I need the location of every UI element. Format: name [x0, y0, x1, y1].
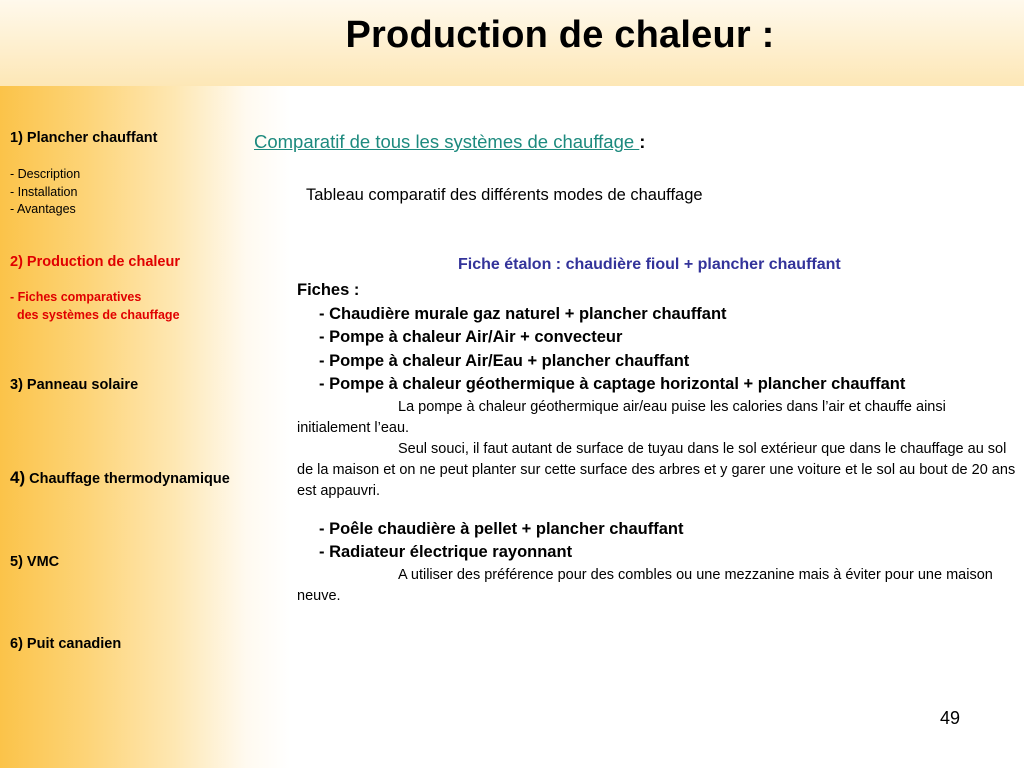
- tableau-subheading: Tableau comparatif des différents modes de chauffage: [306, 186, 703, 204]
- fiches-content: [297, 279, 1017, 607]
- fiche-item: - Pompe à chaleur Air/Air + convecteur: [319, 328, 623, 346]
- fiche-note: [297, 439, 1017, 502]
- comparatif-link[interactable]: Comparatif de tous les systèmes de chauffage: [254, 131, 640, 152]
- nav-item-panneau-solaire[interactable]: 3) Panneau solaire: [10, 377, 139, 393]
- fiche-item: - Chaudière murale gaz naturel + plancher chauffant: [319, 304, 727, 323]
- nav-item-plancher-chauffant[interactable]: 1) Plancher chauffant: [10, 130, 158, 146]
- nav-subitem-fiches-comparatives[interactable]: - Fiches comparatives: [10, 290, 142, 304]
- fiches-label: Fiches :: [297, 281, 360, 299]
- page-number: 49: [940, 708, 961, 728]
- nav-subitem-avantages[interactable]: - Avantages: [10, 202, 76, 216]
- fiche-item: - Pompe à chaleur géothermique à captage horizontal + plancher chauffant: [319, 375, 906, 393]
- nav-item-number: 4): [10, 468, 26, 487]
- fiche-note: [297, 397, 1017, 439]
- fiche-note: [297, 565, 1017, 607]
- nav-subitem-installation[interactable]: - Installation: [10, 184, 78, 199]
- nav-subitems-production: [10, 289, 180, 324]
- nav-item-vmc[interactable]: 5) VMC: [10, 554, 60, 570]
- fiche-item: - Pompe à chaleur Air/Eau + plancher chauffant: [319, 351, 690, 370]
- nav-subitem-description[interactable]: - Description: [10, 167, 81, 181]
- fiche-etalon-label: Fiche étalon : chaudière fioul + plancher chauffant: [458, 256, 841, 273]
- nav-item-production-de-chaleur[interactable]: 2) Production de chaleur: [10, 254, 180, 270]
- section-heading: [254, 131, 645, 153]
- heading-colon: :: [639, 131, 646, 152]
- fiche-item: - Poêle chaudière à pellet + plancher chauffant: [319, 519, 684, 538]
- nav-item-puit-canadien[interactable]: 6) Puit canadien: [10, 636, 122, 652]
- fiche-note-text: Seul souci, il faut autant de surface de tuyau dans le sol extérieur que dans le chauffage au sol de la maison et on ne peut planter sur cette surface des arbres et y garer une voiture et le sol au bout de 20 ans est appauvri.: [297, 440, 1016, 499]
- fiche-note-text: La pompe à chaleur géothermique air/eau puise les calories dans l’air et chauffe ainsi initialement l’eau.: [297, 398, 946, 436]
- nav-subitems-plancher: [10, 166, 80, 219]
- fiche-note-text: A utiliser des préférence pour des combles ou une mezzanine mais à éviter pour une maison neuve.: [297, 566, 993, 604]
- fiche-item: - Radiateur électrique rayonnant: [319, 543, 573, 561]
- nav-item-chauffage-thermodynamique[interactable]: [10, 469, 230, 488]
- nav-subitem-systemes-de-chauffage[interactable]: des systèmes de chauffage: [10, 307, 180, 322]
- slide-title: Production de chaleur :: [345, 14, 775, 56]
- nav-item-label: Chauffage thermodynamique: [25, 471, 230, 487]
